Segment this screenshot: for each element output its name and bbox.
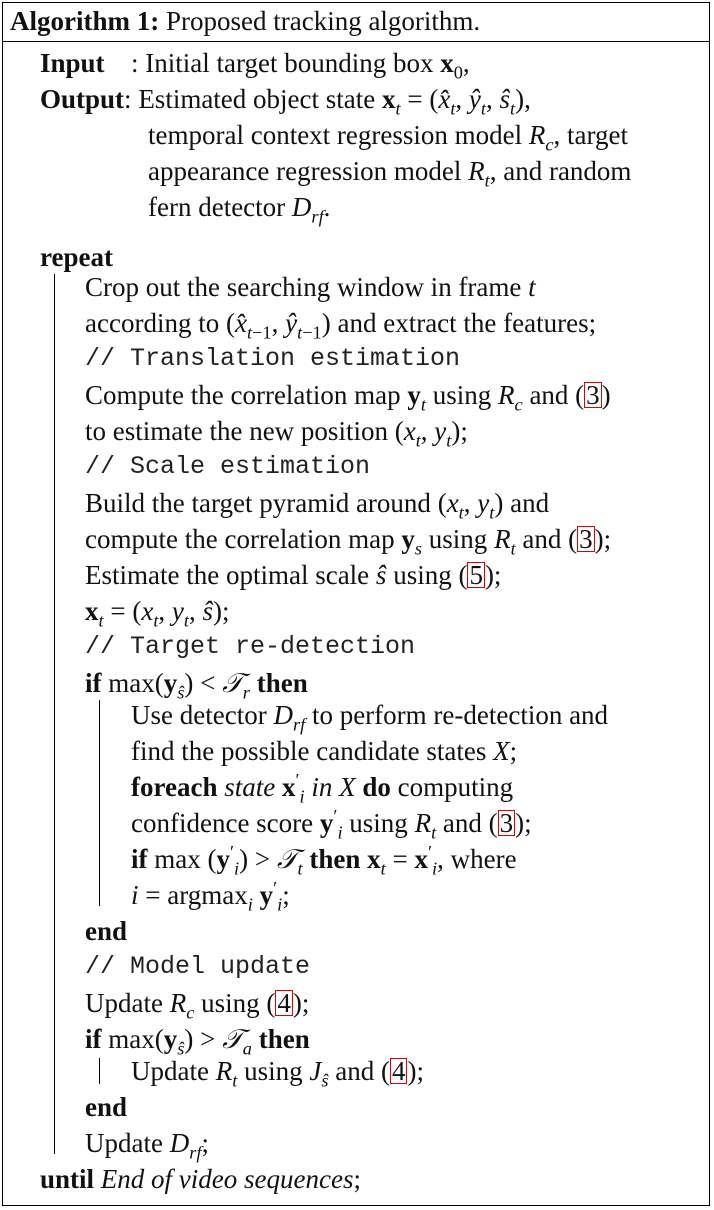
repeat-keyword: repeat xyxy=(40,242,113,272)
output-keyword: Output xyxy=(40,84,125,114)
update-text: Update xyxy=(85,1128,163,1158)
estimate-line: Estimate the optimal scale ŝ using (5); xyxy=(85,560,502,590)
state-assign-line: $x_t = (x_t$, $y_t$, ŝ); xyxy=(85,596,230,631)
corr-text-1a: Compute the correlation map xyxy=(85,380,401,410)
crop-text-2: according to xyxy=(85,308,220,338)
detector-text-2: find the possible candidate states xyxy=(131,736,487,766)
if-update-line: if $\max(y_ŝ)$ > 𝒯$_a$ then xyxy=(85,1024,310,1059)
comment-redetection: // Target re-detection xyxy=(85,632,416,661)
detector-text-1a: Use detector xyxy=(131,700,267,730)
pyramid-text-1b: and xyxy=(510,488,550,518)
comment-scale: // Scale estimation xyxy=(85,452,371,481)
comment-translation: // Translation estimation xyxy=(85,344,461,373)
until-line: until End of video sequences; xyxy=(40,1164,361,1194)
if-keyword: if xyxy=(131,844,148,874)
input-keyword: Input xyxy=(40,48,105,78)
output-colon: : xyxy=(124,84,132,114)
foreach-text-b: computing xyxy=(397,772,514,802)
equation-ref-link[interactable]: 5 xyxy=(469,560,483,590)
output-text-2: temporal context regression model xyxy=(148,120,523,150)
where-text: , where xyxy=(437,844,517,874)
output-line-3: appearance regression model $R_t$, and random xyxy=(148,156,632,191)
estimate-text-b: using ( xyxy=(393,560,468,590)
pyramid-text-1: Build the target pyramid around xyxy=(85,488,431,518)
do-keyword: do xyxy=(362,772,391,802)
pyramid-line-2: compute the correlation map $y_s$ using $R_t$ and (3); xyxy=(85,524,612,559)
output-line: Output: Estimated object state $x_t$ = ($x̂_t$, $ŷ_t$, $ŝ_t$), xyxy=(40,84,531,119)
pyramid-text-2c: and ( xyxy=(522,524,578,554)
if-keyword: if xyxy=(85,1024,102,1054)
confidence-text-b: using xyxy=(349,808,408,838)
corr-text-1c: and ( xyxy=(529,380,585,410)
equation-ref-link[interactable]: 3 xyxy=(579,524,593,554)
repeat-block-rule xyxy=(54,274,55,1154)
output-text-1: Estimated object state xyxy=(138,84,376,114)
if-keyword: if xyxy=(85,668,102,698)
update-text: Update xyxy=(131,1056,209,1086)
in-keyword: in xyxy=(311,772,333,802)
until-keyword: until xyxy=(40,1164,95,1194)
pyramid-line-1: Build the target pyramid around ($x_t$, $y_t$) and xyxy=(85,488,550,523)
update-and-text: and ( xyxy=(335,1056,390,1086)
confidence-line: confidence score $y'_i$ using $R_t$ and (3); xyxy=(131,806,532,843)
update-using-text: using ( xyxy=(201,988,276,1018)
then-keyword: then xyxy=(309,844,361,874)
corr-line-2: to estimate the new position ($x_t$, $y_t$); xyxy=(85,416,468,451)
argmax-text: argmax xyxy=(167,880,248,910)
input-colon: : xyxy=(131,48,139,78)
estimate-text-a: Estimate the optimal scale xyxy=(85,560,370,590)
pyramid-text-2b: using xyxy=(428,524,488,554)
until-condition: End of video sequences xyxy=(100,1164,354,1194)
equation-ref-link[interactable]: 4 xyxy=(391,1056,406,1086)
if-confidence-line: if $\max (y'_i)$ > 𝒯$_t$ then $x_t = x'_i$, where xyxy=(131,842,517,879)
corr-text-1b: using xyxy=(432,380,492,410)
comment-model-update: // Model update xyxy=(85,952,311,981)
output-text-3: appearance regression model xyxy=(148,156,462,186)
corr-text-2: to estimate the new position xyxy=(85,416,388,446)
detector-line-1: Use detector $D_{rf}$ to perform re-detection and xyxy=(131,700,609,735)
confidence-text-a: confidence score xyxy=(131,808,314,838)
crop-line-1: Crop out the searching window in frame t xyxy=(85,272,536,302)
update-text: Update xyxy=(85,988,163,1018)
update-drf-line: Update $D_{rf}$; xyxy=(85,1128,209,1163)
if-block-rule xyxy=(99,700,100,906)
crop-text-2b: and extract the features; xyxy=(337,308,597,338)
then-keyword: then xyxy=(258,1024,310,1054)
update-rt-line: Update $R_t$ using $J_ŝ$ and (4); xyxy=(131,1056,424,1091)
equation-ref-link[interactable]: 4 xyxy=(277,988,291,1018)
crop-text-1: Crop out the searching window in frame xyxy=(85,272,522,302)
update-using-text: using xyxy=(244,1056,303,1086)
output-line-4: fern detector $D_{rf}$. xyxy=(148,192,331,227)
foreach-state: state xyxy=(224,772,276,802)
argmax-line: i = argmax$_i$ $y'_i$; xyxy=(131,878,290,915)
detector-text-1b: to perform re-detection and xyxy=(311,700,609,730)
output-text-2b: , target xyxy=(553,120,629,150)
caption-line xyxy=(10,4,480,38)
input-text: : Initial target bounding box $x_0$, xyxy=(131,48,470,83)
output-text-3b: , and random xyxy=(489,156,632,186)
then-keyword: then xyxy=(256,668,308,698)
equation-ref-link[interactable]: 3 xyxy=(499,808,514,838)
end-keyword: end xyxy=(85,1092,128,1122)
foreach-keyword: foreach xyxy=(131,772,218,802)
if-redetect-line: if $\max(y_ŝ)$ < 𝒯$_r$ then xyxy=(85,668,308,703)
detector-line-2: find the possible candidate states X; xyxy=(131,736,518,766)
output-text-4: fern detector xyxy=(148,192,286,222)
input-line xyxy=(40,46,105,80)
foreach-line: foreach state $x'_i$ in X do computing xyxy=(131,770,514,807)
input-description: Initial target bounding box xyxy=(145,48,434,78)
algorithm-title: Proposed tracking algorithm. xyxy=(165,6,481,36)
equation-ref-link[interactable]: 3 xyxy=(586,380,600,410)
output-line-2: temporal context regression model $R_c$, target xyxy=(148,120,629,155)
crop-line-2: according to ($x̂_{t-1}$, $ŷ_{t-1}$) and extract the features; xyxy=(85,308,597,343)
confidence-text-c: and ( xyxy=(442,808,498,838)
corr-line-1: Compute the correlation map $y_t$ using $R_c$ and (3) xyxy=(85,380,611,415)
end-keyword: end xyxy=(85,916,128,946)
algorithm-label: Algorithm 1: xyxy=(10,6,160,36)
if-update-block-rule xyxy=(99,1058,100,1084)
update-rc-line: Update $R_c$ using (4); xyxy=(85,988,310,1023)
pyramid-text-2a: compute the correlation map xyxy=(85,524,395,554)
